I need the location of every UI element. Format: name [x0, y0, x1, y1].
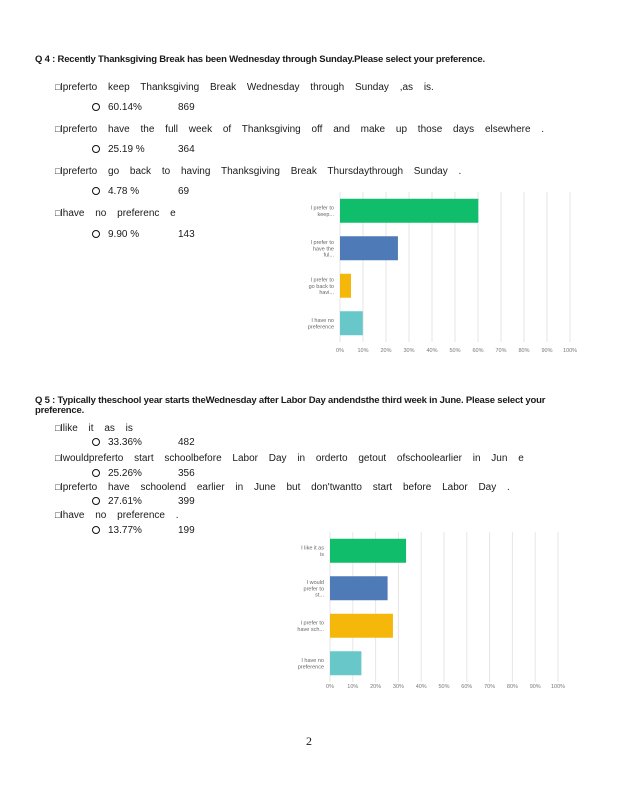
q4-result-4 — [92, 229, 195, 240]
x-tick-label: 30% — [392, 684, 404, 690]
bar — [340, 311, 363, 335]
circle-bullet-icon — [92, 469, 100, 477]
x-tick-label: 80% — [506, 684, 518, 690]
q5-option-4: □ Ihave no preference . — [55, 510, 179, 521]
checkbox-bullet-icon: □ — [55, 453, 61, 463]
x-tick-label: 10% — [347, 684, 359, 690]
q4-result-3 — [92, 186, 190, 197]
checkbox-bullet-icon: □ — [55, 124, 61, 134]
bar — [330, 651, 361, 675]
circle-bullet-icon — [92, 103, 100, 111]
q4-result-1 — [92, 102, 195, 113]
bar — [330, 539, 406, 563]
circle-bullet-icon — [92, 526, 100, 534]
x-tick-label: 90% — [541, 348, 553, 354]
q5-chart — [280, 528, 580, 703]
q5-result-4 — [92, 525, 195, 536]
q4-question: Q 4 : Recently Thanksgiving Break has been Wednesday through Sunday.Please select your preference. — [35, 54, 485, 65]
q5-result-3 — [92, 496, 195, 507]
x-tick-label: 30% — [403, 348, 415, 354]
bar — [330, 614, 393, 638]
q4-chart — [285, 188, 585, 363]
x-tick-label: 40% — [426, 348, 438, 354]
x-tick-label: 20% — [370, 684, 382, 690]
x-tick-label: 80% — [518, 348, 530, 354]
category-label: I prefer to have the ful... — [310, 239, 334, 259]
q5-count-1: 482 — [178, 437, 195, 448]
page-number: 2 — [306, 734, 312, 748]
q4-count-3: 69 — [178, 186, 190, 197]
checkbox-bullet-icon: □ — [55, 482, 61, 492]
q4-percent-1: 60.14% — [108, 102, 142, 113]
category-label: I prefer to go back to havi... — [308, 277, 334, 297]
category-label: I have no preference — [297, 658, 324, 671]
bar — [330, 576, 388, 600]
x-tick-label: 60% — [472, 348, 484, 354]
checkbox-bullet-icon: □ — [55, 166, 61, 176]
circle-bullet-icon — [92, 187, 100, 195]
checkbox-bullet-icon: □ — [55, 208, 61, 218]
x-tick-label: 60% — [461, 684, 473, 690]
q4-percent-3: 4.78 % — [108, 186, 140, 197]
x-tick-label: 90% — [529, 684, 541, 690]
x-tick-label: 50% — [438, 684, 450, 690]
checkbox-bullet-icon: □ — [55, 510, 61, 520]
x-tick-label: 0% — [336, 348, 344, 354]
q5-percent-1: 33.36% — [108, 437, 142, 448]
q4-count-4: 143 — [178, 229, 195, 240]
q5-option-1: □ Ilike it as is — [55, 423, 133, 434]
q5-count-4: 199 — [178, 525, 195, 536]
bar — [340, 199, 478, 223]
circle-bullet-icon — [92, 438, 100, 446]
x-tick-label: 70% — [495, 348, 507, 354]
q5-percent-3: 27.61% — [108, 496, 142, 507]
category-label: I prefer to keep... — [310, 205, 334, 218]
q4-option-1: □ Ipreferto keep Thanksgiving Break Wednesday through Sunday ,as is. — [55, 82, 434, 93]
q4-option-4: □ Ihave no preferenc e — [55, 208, 176, 219]
q4-count-1: 869 — [178, 102, 195, 113]
bar — [340, 274, 351, 298]
q4-option-2: □ Ipreferto have the full week of Thanksgiving off and make up those days elsewhere . — [55, 124, 545, 135]
x-tick-label: 10% — [357, 348, 369, 354]
q4-percent-2: 25.19 % — [108, 144, 145, 155]
circle-bullet-icon — [92, 497, 100, 505]
x-tick-label: 70% — [484, 684, 496, 690]
circle-bullet-icon — [92, 230, 100, 238]
x-tick-label: 100% — [550, 684, 566, 690]
q4-option-3: □ Ipreferto go back to having Thanksgiving Break Thursdaythrough Sunday . — [55, 166, 462, 177]
category-label: I prefer to have sch... — [297, 620, 324, 633]
q4-result-2 — [92, 144, 195, 155]
bar — [340, 236, 398, 260]
category-label: I like it as is — [301, 545, 324, 558]
q5-count-3: 399 — [178, 496, 195, 507]
q5-percent-2: 25.26% — [108, 468, 142, 479]
category-label: I have no preference — [307, 318, 334, 331]
x-tick-label: 100% — [562, 348, 578, 354]
q4-count-2: 364 — [178, 144, 195, 155]
q5-count-2: 356 — [178, 468, 195, 479]
checkbox-bullet-icon: □ — [55, 423, 61, 433]
q5-result-2 — [92, 468, 195, 479]
q5-option-2: □ Iwouldpreferto start schoolbefore Labor Day in orderto getout ofschoolearlier in Jun e — [55, 453, 524, 464]
q4-percent-4: 9.90 % — [108, 229, 140, 240]
q5-result-1 — [92, 437, 195, 448]
x-tick-label: 40% — [415, 684, 427, 690]
checkbox-bullet-icon: □ — [55, 82, 61, 92]
category-label: I would prefer to st... — [303, 579, 324, 599]
q5-percent-4: 13.77% — [108, 525, 142, 536]
x-tick-label: 20% — [380, 348, 392, 354]
q5-option-3: □ Ipreferto have schoolend earlier in June but don'twantto start before Labor Day . — [55, 482, 510, 493]
q5-question: Q 5 : Typically theschool year starts theWednesday after Labor Day andendsthe third week in June. Please select your preference. — [35, 395, 546, 416]
x-tick-label: 0% — [326, 684, 334, 690]
x-tick-label: 50% — [449, 348, 461, 354]
circle-bullet-icon — [92, 145, 100, 153]
